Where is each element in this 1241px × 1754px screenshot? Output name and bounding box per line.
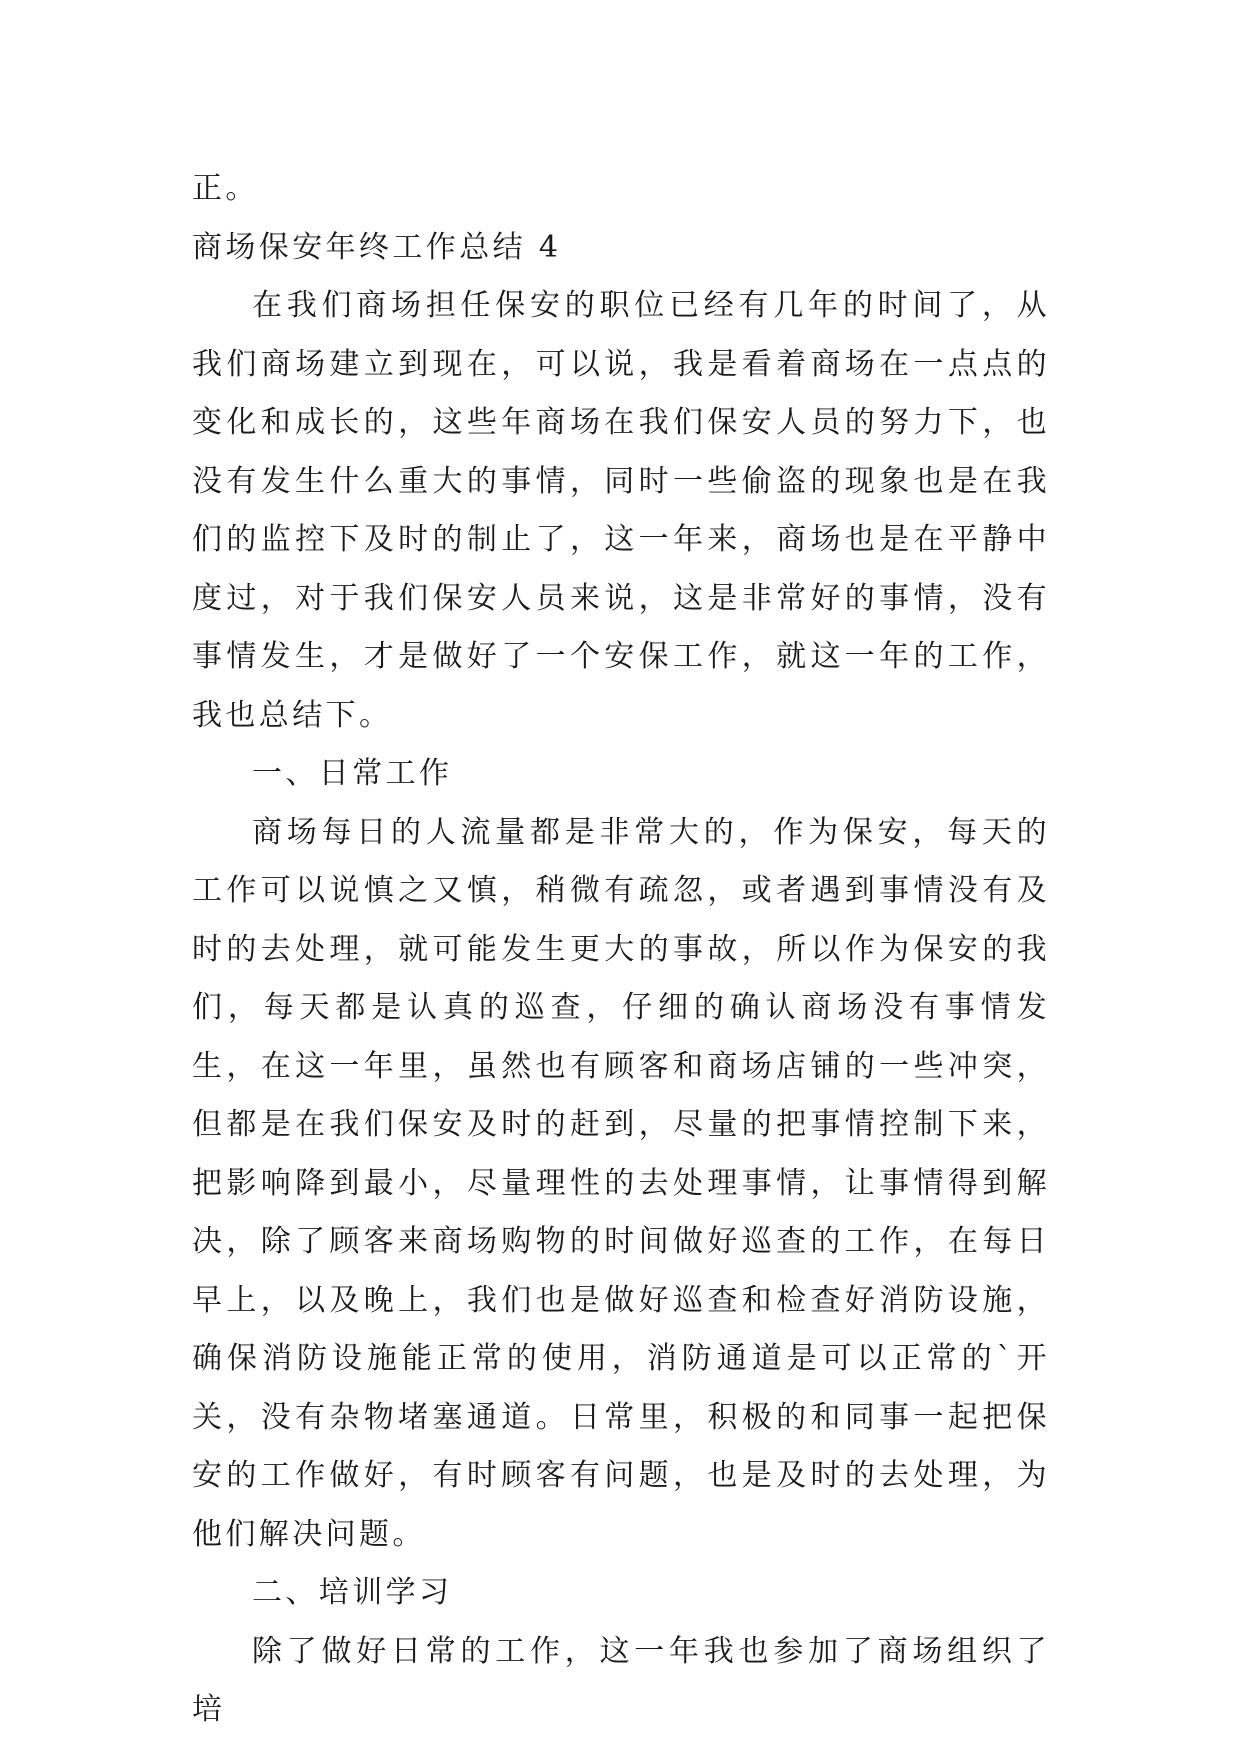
daily-work-paragraph: 商场每日的人流量都是非常大的，作为保安，每天的工作可以说慎之又慎，稍微有疏忽，或者遇到事情没有及时的去处理，就可能发生更大的事故，所以作为保安的我们，每天都是认真的巡查，仔细的确认商场没有事情发生，在这一年里，虽然也有顾客和商场店铺的一些冲突，但都是在我们保安及时的赶到，尽量的把事情控制下来，把影响降到最小，尽量理性的去处理事情，让事情得到解决，除了顾客来商场购物的时间做好巡查的工作，在每日早上，以及晚上，我们也是做好巡查和检查好消防设施，确保消防设施能正常的使用，消防通道是可以正常的`开关，没有杂物堵塞通道。日常里，积极的和同事一起把保安的工作做好，有时顾客有问题，也是及时的去处理，为他们解决问题。 <box>192 814 1050 1552</box>
section-title: 商场保安年终工作总结 4 <box>192 229 562 265</box>
intro-paragraph: 在我们商场担任保安的职位已经有几年的时间了，从我们商场建立到现在，可以说，我是看着商场在一点点的变化和成长的，这些年商场在我们保安人员的努力下，也没有发生什么重大的事情，同时一些偷盗的现象也是在我们的监控下及时的制止了，这一年来，商场也是在平静中度过，对于我们保安人员来说，这是非常好的事情，没有事情发生，才是做好了一个安保工作，就这一年的工作，我也总结下。 <box>192 288 1050 733</box>
heading-training: 二、培训学习 <box>252 1575 453 1610</box>
heading-daily-work: 一、日常工作 <box>252 756 453 791</box>
continuation-text: 正。 <box>192 171 259 206</box>
document-body <box>192 160 1050 1740</box>
training-paragraph: 除了做好日常的工作，这一年我也参加了商场组织了培 <box>192 1633 1050 1727</box>
